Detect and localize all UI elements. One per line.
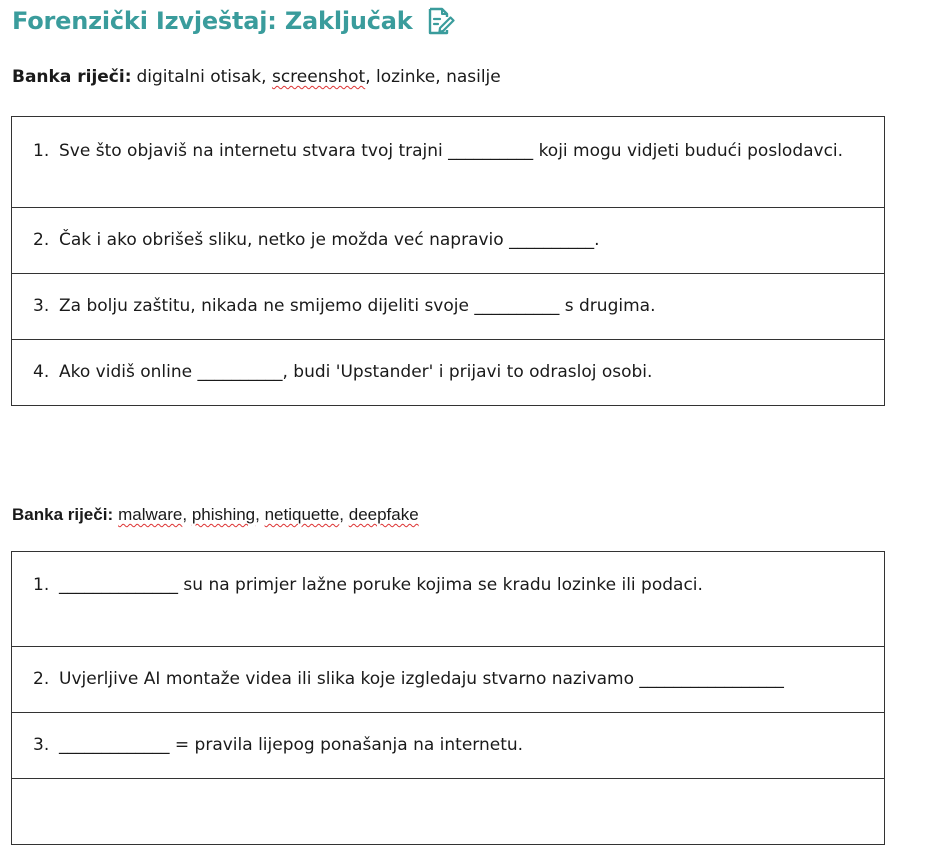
- page-title-text: Forenzički Izvještaj: Zaključak: [12, 7, 413, 35]
- question-number: 3.: [33, 735, 50, 755]
- question-row: [12, 340, 885, 406]
- word-bank-word: netiquette: [264, 505, 340, 524]
- question-number: 3.: [33, 296, 50, 316]
- question-row: [12, 647, 885, 713]
- question-text: Sve što objaviš na internetu stvara tvoj trajni __________ koji mogu vidjeti budući poslodavci.: [59, 141, 844, 161]
- question-row: [12, 779, 885, 845]
- word-bank-word: phishing: [191, 505, 256, 524]
- word-bank-2: Banka riječi: malware , phishing , netiquette , deepfake: [12, 505, 419, 524]
- question-text: Ako vidiš online __________, budi 'Upstander' i prijavi to odrasloj osobi.: [59, 362, 653, 382]
- word-bank-word: digitalni otisak: [136, 67, 262, 87]
- question-text: Čak i ako obrišeš sliku, netko je možda već napravio __________.: [59, 230, 600, 250]
- question-text: ______________ su na primjer lažne poruke kojima se kradu lozinke ili podaci.: [59, 575, 703, 595]
- word-bank-1: Banka riječi: digitalni otisak , screenshot , lozinke , nasilje: [12, 67, 501, 87]
- questions-table-1: [11, 116, 885, 406]
- question-row: [12, 713, 885, 779]
- word-bank-label: Banka riječi:: [12, 505, 114, 524]
- word-bank-word: nasilje: [446, 67, 501, 87]
- word-bank-word: malware: [118, 505, 183, 524]
- question-number: 1.: [33, 575, 50, 595]
- question-row: [12, 117, 885, 208]
- question-text: Uvjerljive AI montaže videa ili slika koje izgledaju stvarno nazivamo _________________: [59, 669, 784, 689]
- edit-document-icon: [425, 6, 455, 36]
- word-bank-word: screenshot: [271, 67, 366, 87]
- word-bank-word: deepfake: [348, 505, 419, 524]
- question-number: 4.: [33, 362, 50, 382]
- question-row: [12, 208, 885, 274]
- word-bank-word: lozinke: [376, 67, 436, 87]
- question-number: 2.: [33, 230, 50, 250]
- question-text: Za bolju zaštitu, nikada ne smijemo dijeliti svoje __________ s drugima.: [59, 296, 656, 316]
- question-row: [12, 552, 885, 647]
- question-text: _____________ = pravila lijepog ponašanja na internetu.: [59, 735, 524, 755]
- question-row: [12, 274, 885, 340]
- questions-table-2: [11, 551, 885, 845]
- page-title: [12, 4, 455, 38]
- word-bank-label: Banka riječi:: [12, 67, 132, 87]
- question-number: 2.: [33, 669, 50, 689]
- question-number: 1.: [33, 141, 50, 161]
